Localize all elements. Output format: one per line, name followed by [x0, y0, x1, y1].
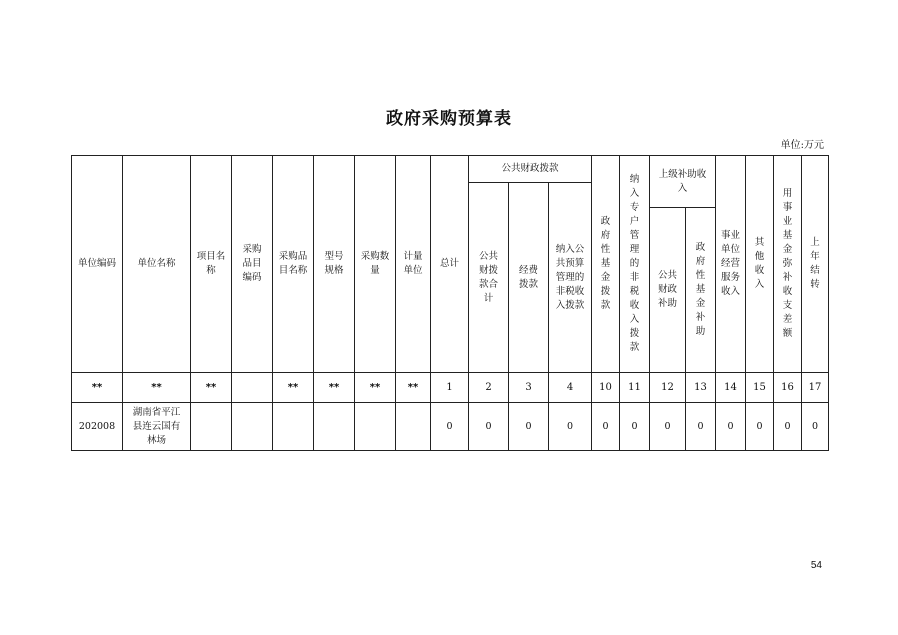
- header-measure-unit: 计量单位: [396, 156, 431, 373]
- header-business-income: 事业单位经营服务收入: [716, 156, 746, 373]
- header-project-name: 项目名称: [191, 156, 232, 373]
- index-cell: 3: [509, 373, 549, 403]
- page-number: 54: [810, 560, 822, 571]
- cell-value: 0: [802, 403, 829, 451]
- index-cell: [232, 373, 273, 403]
- cell-value: 0: [774, 403, 802, 451]
- header-non-tax-in-budget: 纳入公共预算管理的非税收入拨款: [549, 183, 592, 373]
- header-public-finance-subsidy: 公共财政补助: [650, 208, 686, 373]
- cell-measure-unit: [396, 403, 431, 451]
- index-cell: 1: [431, 373, 469, 403]
- header-other-income: 其他收入: [746, 156, 774, 373]
- header-operating-funds: 经费拨款: [509, 183, 549, 373]
- index-cell: **: [191, 373, 232, 403]
- cell-value: 0: [469, 403, 509, 451]
- header-fund-make-up: 用事业基金弥补收支差额: [774, 156, 802, 373]
- unit-label: 单位:万元: [780, 140, 824, 151]
- header-gov-fund-subsidy: 政府性基金补助: [686, 208, 716, 373]
- cell-value: 0: [431, 403, 469, 451]
- header-superior-subsidy-group: 上级补助收入: [650, 156, 716, 208]
- cell-value: 0: [549, 403, 592, 451]
- cell-value: 0: [716, 403, 746, 451]
- cell-model-spec: [314, 403, 355, 451]
- header-total: 总计: [431, 156, 469, 373]
- column-index-row: [72, 373, 829, 403]
- header-carry-over: 上年结转: [802, 156, 829, 373]
- page-title: 政府采购预算表: [386, 109, 512, 129]
- cell-catalog-code: [232, 403, 273, 451]
- index-cell: 4: [549, 373, 592, 403]
- index-cell: 10: [592, 373, 620, 403]
- index-cell: 16: [774, 373, 802, 403]
- index-cell: 12: [650, 373, 686, 403]
- header-non-tax-special: 纳入专户管理的非税收入拨款: [620, 156, 650, 373]
- procurement-budget-table: [71, 155, 829, 451]
- header-item-name: 采购品目名称: [273, 156, 314, 373]
- header-quantity: 采购数量: [355, 156, 396, 373]
- cell-value: 0: [592, 403, 620, 451]
- header-public-finance-total: 公共财拨款合计: [469, 183, 509, 373]
- index-cell: **: [123, 373, 191, 403]
- index-cell: 11: [620, 373, 650, 403]
- index-cell: 13: [686, 373, 716, 403]
- header-unit-code: 单位编码: [72, 156, 123, 373]
- header-model-spec: 型号规格: [314, 156, 355, 373]
- cell-unit-code: 202008: [72, 403, 123, 451]
- header-public-finance-group: 公共财政拨款: [469, 156, 592, 183]
- index-cell: **: [396, 373, 431, 403]
- cell-item-name: [273, 403, 314, 451]
- index-cell: 17: [802, 373, 829, 403]
- index-cell: **: [273, 373, 314, 403]
- cell-value: 0: [620, 403, 650, 451]
- cell-value: 0: [746, 403, 774, 451]
- index-cell: 14: [716, 373, 746, 403]
- index-cell: **: [72, 373, 123, 403]
- index-cell: **: [355, 373, 396, 403]
- header-gov-fund: 政府性基金拨款: [592, 156, 620, 373]
- cell-value: 0: [686, 403, 716, 451]
- cell-quantity: [355, 403, 396, 451]
- table-row: [72, 403, 829, 451]
- cell-value: 0: [509, 403, 549, 451]
- header-unit-name: 单位名称: [123, 156, 191, 373]
- cell-unit-name: 湖南省平江县连云国有林场: [123, 403, 191, 451]
- cell-project-name: [191, 403, 232, 451]
- index-cell: **: [314, 373, 355, 403]
- index-cell: 15: [746, 373, 774, 403]
- cell-value: 0: [650, 403, 686, 451]
- index-cell: 2: [469, 373, 509, 403]
- header-catalog-code: 采购品目编码: [232, 156, 273, 373]
